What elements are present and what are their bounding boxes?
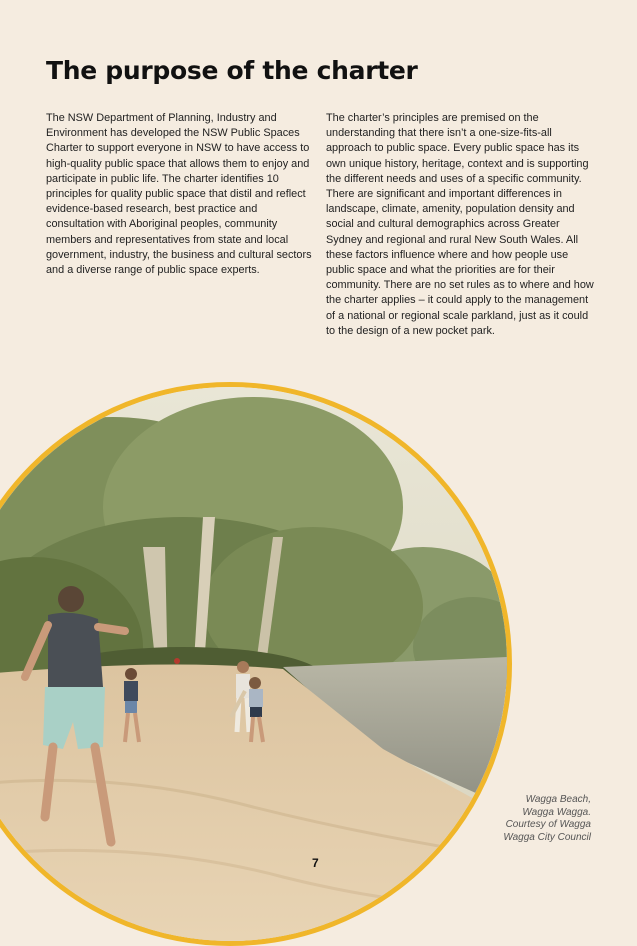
caption-line: Courtesy of Wagga: [505, 819, 591, 831]
page-number: 7: [312, 856, 319, 870]
circular-photo: [0, 382, 512, 946]
intro-paragraph-left: The NSW Department of Planning, Industry and Environment has developed the NSW Public Spaces Charter to support everyone in NSW to have access to high-quality public space that allows them to enjoy and participate in public life. The charter identifies 10 principles for quality public space that distil and reflect evidence-based research, best practice and consultation with Aboriginal peoples, community members and representatives from state and local government, industry, the business and cultural sectors and a diverse range of public space experts.: [46, 112, 312, 277]
intro-paragraph-right: The charter’s principles are premised on the understanding that there isn’t a one-size-fits-all approach to public space. Every public space has its own unique history, heritage, context and is supporting the different needs and uses of a specific community. There are significant and important differences in landscape, climate, amenity, population density and social and cultural demographics across Greater Sydney and regional and rural New South Wales. All these factors influence where and how people use public space and what the priorities are for their community. There are no set rules as to where and how the charter applies – it could apply to the management of a national or regional scale parkland, just as it could to the design of a new pocket park.: [326, 112, 594, 337]
page-title: The purpose of the charter: [46, 56, 418, 85]
caption-line: Wagga Wagga.: [522, 806, 591, 818]
caption-line: Wagga Beach,: [525, 794, 591, 805]
photo-caption: [503, 794, 591, 844]
river-beach-cricket-illustration: [0, 387, 507, 941]
caption-line: Wagga City Council: [503, 831, 591, 843]
